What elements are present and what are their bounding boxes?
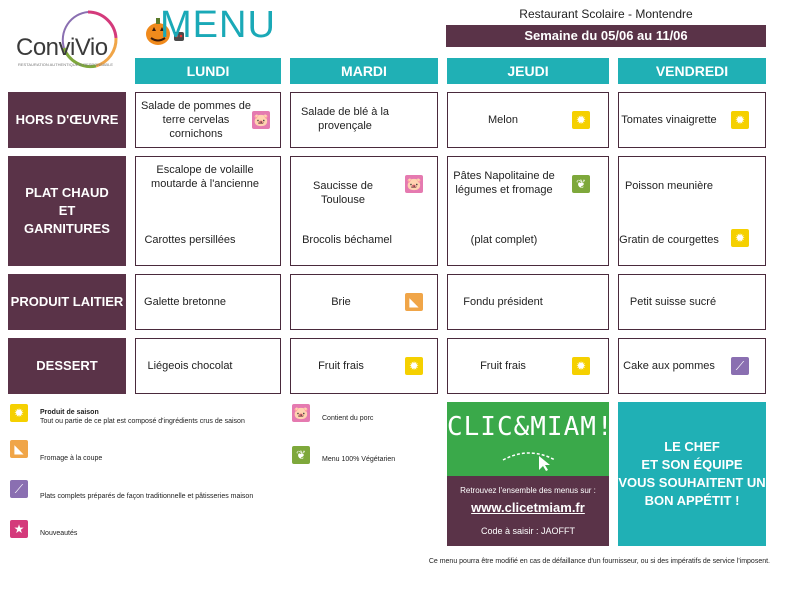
cell-hors-oeuvre-lundi — [135, 92, 281, 148]
clicmiam-title: CLIC&MIAM! — [447, 412, 614, 442]
menu-title: MENU — [160, 4, 276, 46]
restaurant-name: Restaurant Scolaire - Montendre — [519, 7, 693, 21]
dish-text: Salade de pommes de terre cervelas cornichons — [140, 100, 252, 140]
dish-text: Fruit frais — [480, 360, 526, 372]
cell-hors-oeuvre-jeudi — [447, 92, 609, 148]
cell-plat-mardi — [290, 156, 438, 266]
chef-line-4: BON APPÉTIT ! — [644, 493, 740, 508]
dish-side-text: Carottes persillées — [144, 234, 236, 246]
pig-icon: 🐷 — [293, 406, 309, 420]
chef-line-1: LE CHEF — [664, 439, 720, 454]
legend-vegetarien: Menu 100% Végétarien — [322, 456, 396, 463]
dish-main-text: Poisson meunière — [624, 180, 714, 192]
chef-line-3: VOUS SOUHAITENT UN — [618, 475, 766, 490]
row-label-hors-oeuvre: HORS D'ŒUVRE — [8, 92, 126, 148]
clicmiam-info — [447, 476, 609, 546]
clicmiam-url[interactable]: www.clicetmiam.fr — [471, 500, 585, 515]
cell-plat-jeudi — [447, 156, 609, 266]
dish-text: Galette bretonne — [144, 296, 226, 308]
cell-plat-lundi — [135, 156, 281, 266]
day-header-mardi: MARDI — [290, 58, 438, 84]
cell-dessert-vendredi — [618, 338, 766, 394]
day-header-lundi: LUNDI — [135, 58, 281, 84]
whisk-icon: ⟋ — [731, 357, 749, 375]
row-label-produit-laitier: PRODUIT LAITIER — [8, 274, 126, 330]
cell-hors-oeuvre-vendredi — [618, 92, 766, 148]
day-header-jeudi: JEUDI — [447, 58, 609, 84]
dish-text: Cake aux pommes — [623, 360, 715, 372]
chef-line-2: ET SON ÉQUIPE — [641, 457, 743, 472]
dish-main-text: Escalope de volaille moutarde à l'ancienne — [151, 164, 259, 190]
clicmiam-retrouvez: Retrouvez l'ensemble des menus sur : — [460, 486, 596, 495]
cell-dessert-mardi — [290, 338, 438, 394]
dish-text: Liégeois chocolat — [147, 360, 233, 372]
cell-laitier-jeudi — [447, 274, 609, 330]
sun-icon: ✹ — [572, 111, 590, 129]
dish-text: Salade de blé à la provençale — [300, 106, 390, 132]
chef-message — [618, 402, 766, 546]
legend-nouveautes: Nouveautés — [40, 530, 78, 537]
row-label-plat-chaud: PLAT CHAUD ET GARNITURES — [8, 156, 126, 266]
cell-laitier-lundi — [135, 274, 281, 330]
star-icon: ★ — [10, 520, 28, 538]
dish-side-text: (plat complet) — [470, 234, 538, 246]
row-label-dessert: DESSERT — [8, 338, 126, 394]
dish-text: Tomates vinaigrette — [621, 114, 717, 126]
sun-icon: ✹ — [10, 404, 28, 422]
cell-laitier-mardi — [290, 274, 438, 330]
cell-dessert-lundi — [135, 338, 281, 394]
whisk-icon: ⟋ — [10, 480, 28, 498]
logo-text: ConviVio — [16, 34, 108, 61]
dish-text: Petit suisse sucré — [629, 296, 717, 308]
dish-text: Melon — [488, 114, 518, 126]
sun-icon: ✹ — [731, 111, 749, 129]
legend-fromage: Fromage à la coupe — [40, 455, 103, 462]
logo-tagline: RESTAURATION AUTHENTIQUE & RESPONSABLE — [18, 62, 113, 67]
convivio-logo — [8, 6, 126, 76]
dish-text: Fruit frais — [318, 360, 364, 372]
cell-laitier-vendredi — [618, 274, 766, 330]
dish-side-text: Gratin de courgettes — [619, 234, 719, 246]
leaf-icon: ❦ — [572, 175, 590, 193]
cheese-icon: ◣ — [10, 440, 28, 458]
cell-plat-vendredi — [618, 156, 766, 266]
cell-dessert-jeudi — [447, 338, 609, 394]
dish-main-text: Pâtes Napolitaine de légumes et fromage — [453, 170, 555, 196]
leaf-icon: ❦ — [292, 446, 310, 464]
clicmiam-code: Code à saisir : JAOFFT — [480, 526, 576, 536]
legend-saison-title: Produit de saison — [40, 409, 99, 416]
dish-text: Fondu président — [463, 296, 543, 308]
legend-porc: Contient du porc — [322, 415, 374, 422]
cell-hors-oeuvre-mardi — [290, 92, 438, 148]
sun-icon: ✹ — [572, 357, 590, 375]
week-banner: Semaine du 05/06 au 11/06 — [446, 25, 766, 47]
legend-saison — [40, 408, 270, 426]
dish-main-text: Saucisse de Toulouse — [313, 180, 373, 206]
clicmiam-banner — [447, 402, 614, 476]
sun-icon: ✹ — [405, 357, 423, 375]
dish-side-text: Brocolis béchamel — [302, 234, 392, 246]
pig-icon: 🐷 — [406, 177, 422, 191]
legend-saison-desc: Tout ou partie de ce plat est composé d'ingrédients crus de saison — [40, 418, 245, 425]
cheese-icon: ◣ — [405, 293, 423, 311]
dish-text: Brie — [331, 296, 351, 308]
pig-icon: 🐷 — [253, 113, 269, 127]
legend-plats-complets: Plats complets préparés de façon traditionnelle et pâtisseries maison — [40, 493, 254, 500]
cursor-icon — [499, 448, 559, 472]
sun-icon: ✹ — [731, 229, 749, 247]
day-header-vendredi: VENDREDI — [618, 58, 766, 84]
footnote: Ce menu pourra être modifié en cas de défaillance d'un fournisseur, ou si des impératifs de service l'imposent. — [428, 558, 770, 565]
